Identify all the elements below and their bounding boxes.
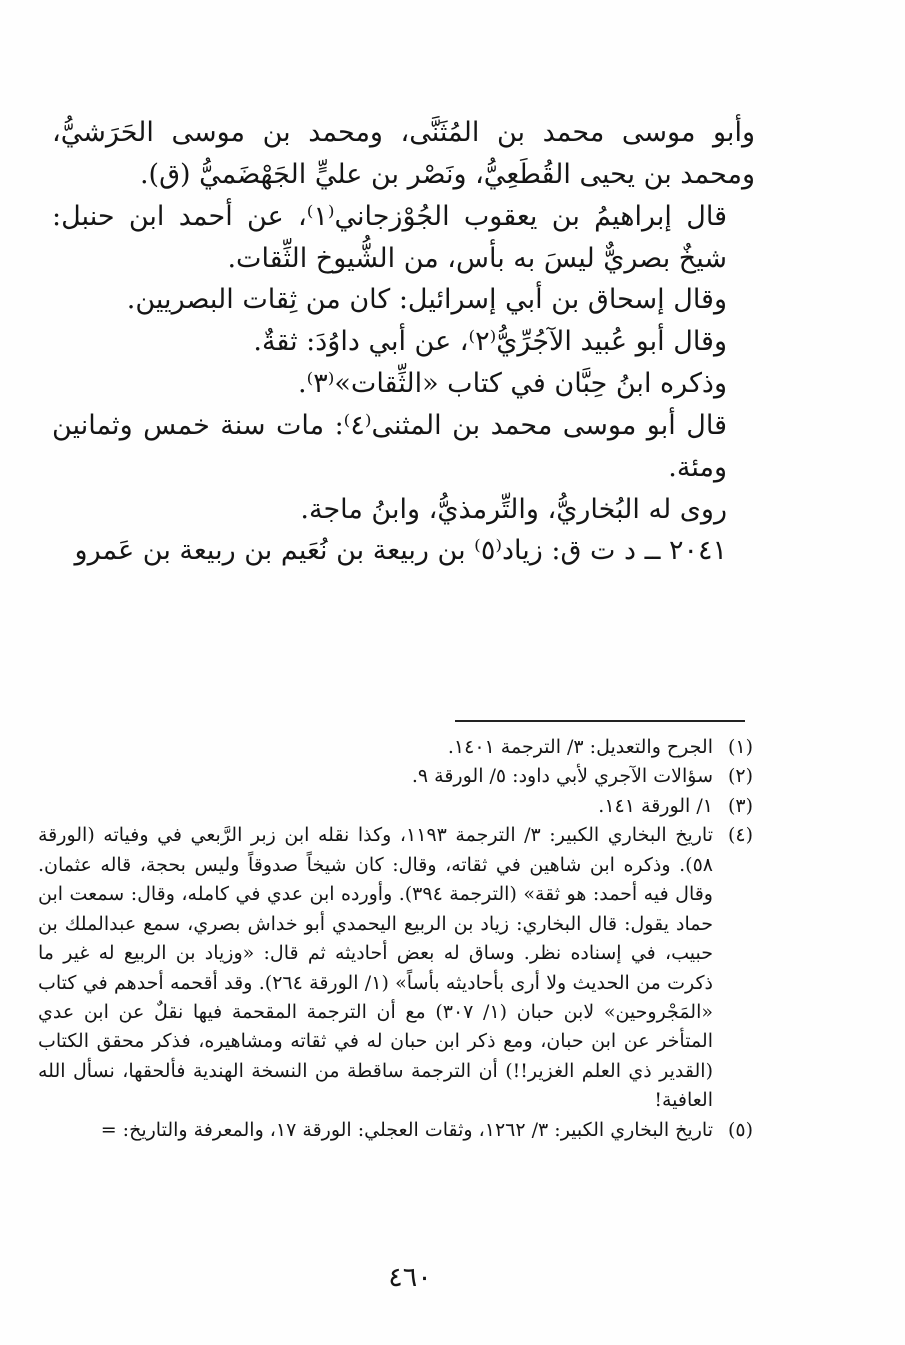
paragraph-death: قال أبو موسى محمد بن المثنى⁽٤⁾: مات سنة خمس وثمانين ومئة. [52, 409, 727, 483]
footnote-text: سؤالات الآجري لأبي داود: ٥/ الورقة ٩. [411, 765, 713, 788]
footnote-number: (٤) [727, 824, 753, 847]
footnote-5 [38, 1116, 753, 1145]
page-number: ٤٦٠ [388, 1262, 432, 1293]
paragraph-jawzajani: قال إبراهيمُ بن يعقوب الجُوْزجاني⁽١⁾، عن أحمد ابن حنبل: شيخٌ بصريٌّ ليسَ به بأس، من الشُّيوخ الثِّقات. [52, 200, 727, 274]
footnote-number: (٣) [727, 794, 753, 817]
footnote-number: (١) [727, 736, 753, 758]
footnote-1 [38, 733, 753, 762]
footnote-number: (٥) [727, 1118, 753, 1141]
footnote-text: تاريخ البخاري الكبير: ٣/ الترجمة ١١٩٣، وكذا نقله ابن زبر الرَّبعي في وفياته (الورقة ٥٨). وذكره ابن شاهين في ثقاته، وقال: كان شيخاً صدوقاً وليس بحجة، قاله عثمان. وقال فيه أحمد: هو ثقة» (الترجمة ٣٩٤). وأورده ابن عدي في كامله، وقال: سمعت ابن حماد يقول: قال البخاري: زياد بن الربيع اليحمدي أبو خداش بصري، سمع عبدالملك بن حبيب، في إسناده نظر. وساق له بعض أحاديثه ثم قال: «وزياد بن الربيع له غير ما ذكرت من الحديث ولا أرى بأحاديثه بأساً» (١/ الورقة ٢٦٤). وقد أقحمه أحدهم في كتاب «المَجْروحين» لابن حبان (١/ ٣٠٧) مع أن الترجمة المقحمة فيها نقلٌ عن ابن عدي المتأخر عن ابن حبان، ومع ذكر ابن حبان له في ثقاته ومشاهيره، فذكر محقق الكتاب (القدير ذي العلم الغزير!!) أن الترجمة ساقطة من النسخة الهندية فألحقها، نسأل الله العافية! [38, 824, 713, 1112]
footnote-4 [38, 821, 753, 1115]
main-text [52, 112, 755, 572]
paragraph-narrators: روى له البُخاريُّ، والتِّرمذيُّ، وابنُ ماجة. [300, 493, 727, 525]
paragraph-ibn-hibban: وذكره ابنُ حِبَّان في كتاب «الثِّقات»⁽٣⁾. [298, 368, 727, 400]
footnote-3 [38, 792, 753, 821]
entry-heading: ٢٠٤١ ــ د ت ق: زياد⁽٥⁾ بن ربيعة بن نُعَيم بن ربيعة بن عَمرو [74, 535, 727, 567]
footnote-text: ١/ الورقة ١٤١. [598, 794, 713, 817]
paragraph-teachers: وأبو موسى محمد بن المُثَنَّى، ومحمد بن موسى الحَرَشيُّ، ومحمد بن يحيى القُطَعِيُّ، ونَصْر بن عليٍّ الجَهْضَميُّ (ق). [52, 117, 755, 190]
footnote-separator [455, 720, 745, 722]
footnotes [38, 733, 753, 1145]
footnote-text: تاريخ البخاري الكبير: ٣/ ١٢٦٢، وثقات العجلي: الورقة ١٧، والمعرفة والتاريخ: = [100, 1118, 713, 1141]
paragraph-ajurri: وقال أبو عُبيد الآجُرِّيُّ⁽٢⁾، عن أبي داوُدَ: ثقةٌ. [253, 326, 727, 358]
footnote-2 [38, 762, 753, 791]
paragraph-ishaq: وقال إسحاق بن أبي إسرائيل: كان من ثِقات البصريين. [126, 284, 727, 316]
footnote-number: (٢) [727, 765, 753, 788]
footnote-text: الجرح والتعديل: ٣/ الترجمة ١٤٠١. [447, 736, 713, 758]
